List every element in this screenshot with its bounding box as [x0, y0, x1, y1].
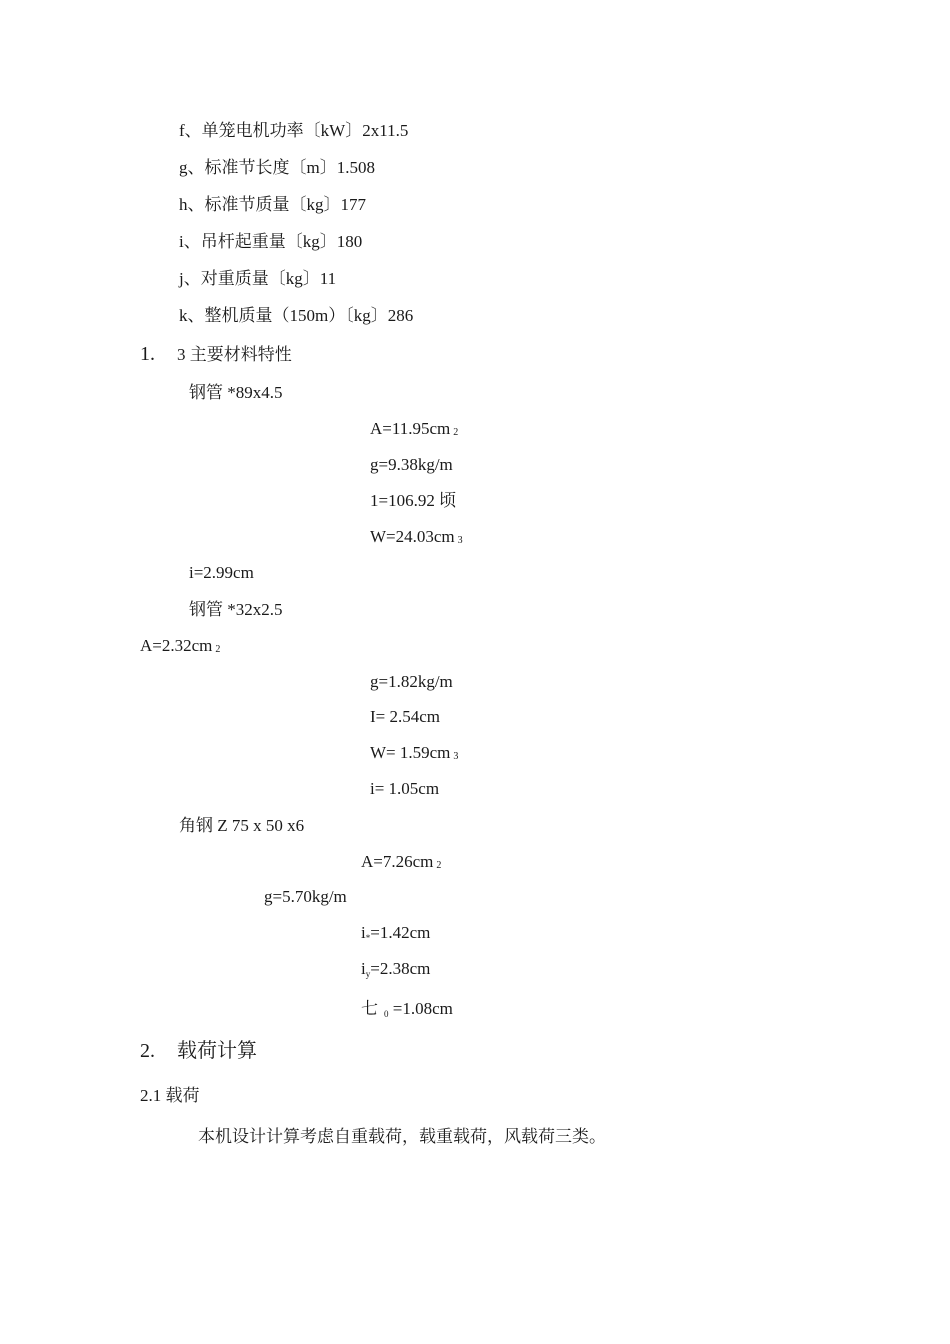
section-title: 3 主要材料特性: [177, 345, 292, 364]
section-heading-materials: [140, 343, 292, 366]
angle-weight: g=5.70kg/m: [264, 887, 347, 906]
angle-radius-y: iy=2.38cm: [361, 959, 431, 979]
section-number: 1.: [140, 343, 155, 365]
superscript: 2: [436, 860, 442, 871]
superscript: 2: [453, 427, 459, 438]
subscript: y: [365, 969, 371, 979]
pipe2-weight: g=1.82kg/m: [370, 672, 453, 691]
subscript: 0: [384, 1009, 389, 1019]
pipe2-inertia: I= 2.54cm: [370, 707, 441, 726]
pipe2-section-modulus: W= 1.59cm 3: [370, 743, 459, 762]
section-heading-load-calc: [140, 1040, 257, 1062]
spec-item-i: i、吊杆起重量〔kg〕180: [179, 232, 363, 251]
angle-area: A=7.26cm 2: [361, 852, 442, 871]
body-paragraph: 本机设计计算考虑自重载荷，载重载荷，风载荷三类。: [198, 1127, 606, 1146]
spec-item-k: k、整机质量（150m）〔kg〕286: [179, 306, 414, 325]
subscript: *: [365, 933, 371, 943]
pipe2-area: A=2.32cm 2: [140, 636, 221, 655]
angle-radius-0: 七 0 =1.08cm: [361, 999, 453, 1019]
subsection-heading-loads: 2.1 载荷: [140, 1086, 200, 1105]
pipe1-section-modulus: W=24.03cm 3: [370, 527, 463, 546]
superscript: 3: [457, 535, 463, 546]
pipe1-weight: g=9.38kg/m: [370, 455, 453, 474]
pipe1-area: A=11.95cm 2: [370, 419, 459, 438]
spec-item-j: j、对重质量〔kg〕11: [179, 269, 337, 288]
section-number: 2.: [140, 1040, 155, 1062]
section-title: 载荷计算: [177, 1040, 257, 1062]
angle-radius-x: i*=1.42cm: [361, 923, 431, 943]
superscript: 2: [215, 644, 221, 655]
angle-label: 角钢 Z 75 x 50 x6: [179, 816, 305, 835]
spec-item-h: h、标准节质量〔kg〕177: [179, 195, 366, 214]
pipe1-inertia: 1=106.92 顷: [370, 491, 457, 510]
spec-item-f: f、单笼电机功率〔kW〕2x11.5: [179, 121, 409, 140]
pipe1-label: 钢管 *89x4.5: [189, 383, 283, 402]
pipe1-radius: i=2.99cm: [189, 563, 254, 582]
pipe2-label: 钢管 *32x2.5: [189, 600, 283, 619]
superscript: 3: [453, 751, 459, 762]
pipe2-radius: i= 1.05cm: [370, 779, 440, 798]
spec-item-g: g、标准节长度〔m〕1.508: [179, 158, 375, 177]
